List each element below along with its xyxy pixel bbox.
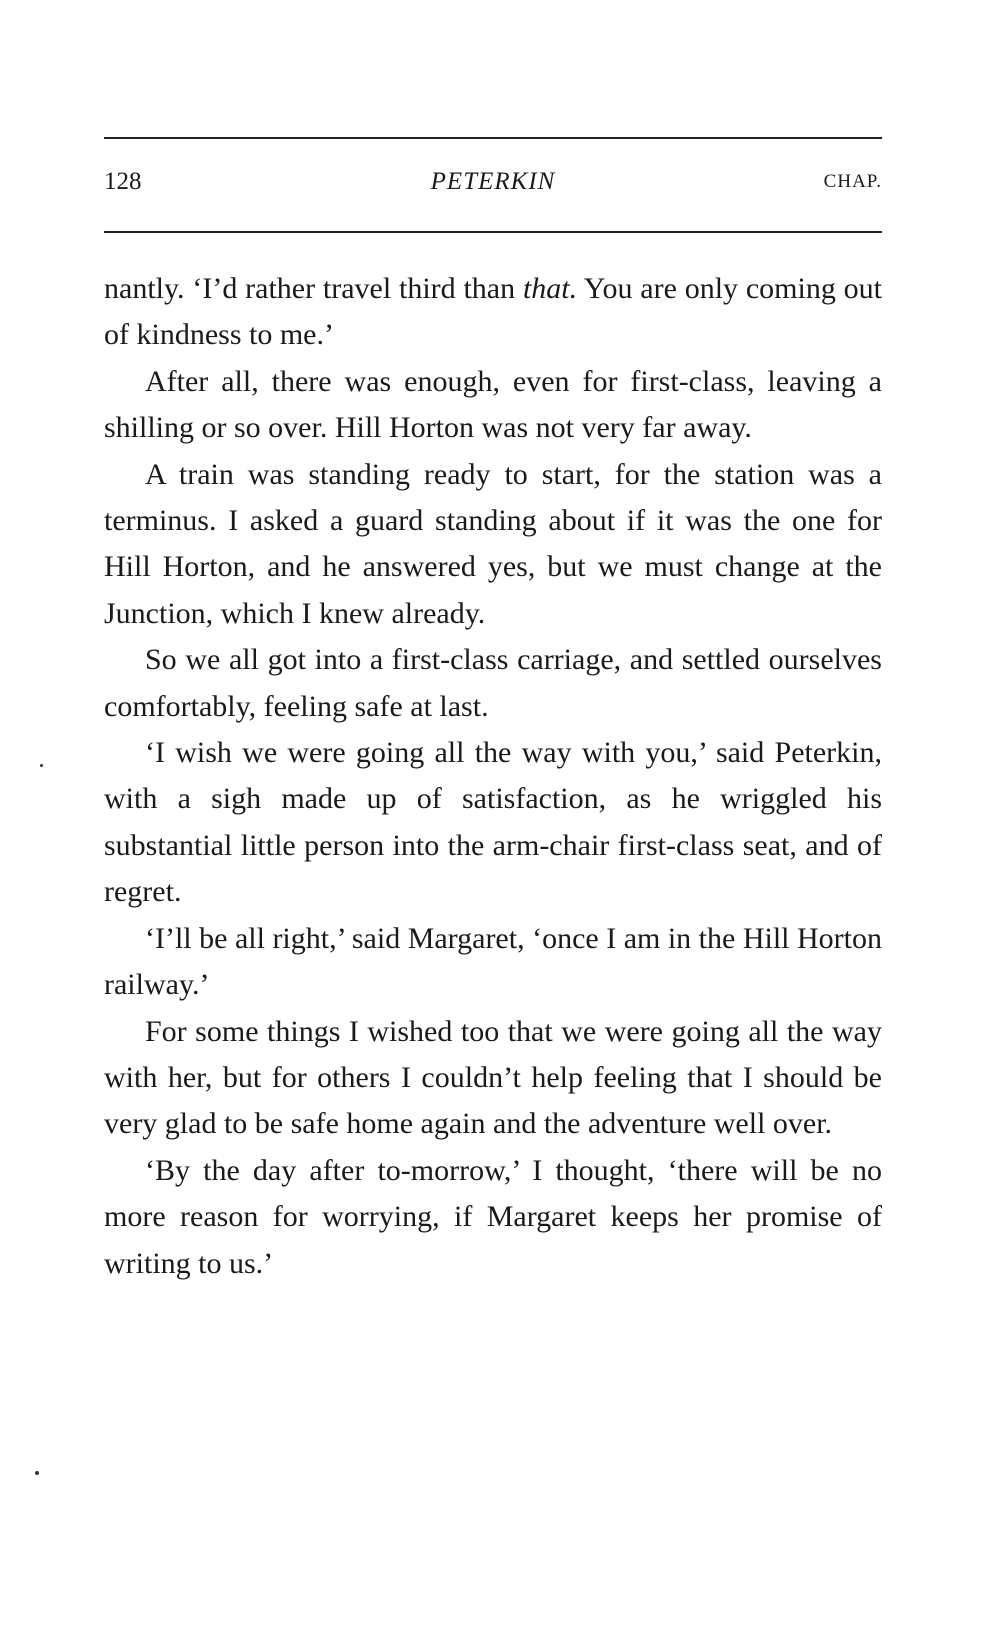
header-top-rule [104, 137, 882, 139]
body-text [104, 266, 882, 1287]
running-header [104, 168, 882, 208]
chapter-label: CHAP. [823, 171, 882, 192]
running-title: PETERKIN [430, 168, 556, 195]
paragraph-text: ‘By the day after to-morrow,’ I thought, ‘there will be no more reason for worrying, if Margaret keeps her promise of writing to us.’ [104, 1153, 882, 1280]
paragraph-text: For some things I wished too that we were going all the way with her, but for others I couldn’t help feeling that I should be very glad to be safe home again and the adventure well over. [104, 1014, 882, 1141]
paragraph-text: You are only coming out of kindness to me.’ [104, 272, 882, 352]
header-bottom-rule [104, 231, 882, 233]
emphasized-word: that. [522, 272, 578, 305]
paragraph [104, 1009, 882, 1148]
paragraph [104, 359, 882, 452]
paragraph [104, 266, 882, 359]
paragraph-text: After all, there was enough, even for first-class, leaving a shilling or so over. Hill Horton was not very far away. [104, 364, 882, 445]
paragraph [104, 916, 882, 1009]
paragraph [104, 1148, 882, 1287]
paragraph-text: So we all got into a first-class carriage, and settled ourselves comfortably, feeling safe at last. [104, 643, 882, 723]
scan-speck [35, 1471, 39, 1475]
paragraph-text: nantly. ‘I’d rather travel third than [104, 272, 523, 305]
page-number: 128 [104, 168, 142, 195]
paragraph-text: ‘I’ll be all right,’ said Margaret, ‘once I am in the Hill Horton railway.’ [104, 921, 882, 1002]
paragraph [104, 452, 882, 638]
paragraph-text: A train was standing ready to start, for the station was a terminus. I asked a guard standing about if it was the one for Hill Horton, and he answered yes, but we must change at the Junction, which I knew already. [104, 457, 882, 630]
paragraph [104, 730, 882, 916]
paragraph [104, 637, 882, 730]
scan-speck [40, 764, 43, 767]
paragraph-text: ‘I wish we were going all the way with you,’ said Peterkin, with a sigh made up of satisfaction, as he wriggled his substantial little person into the arm-chair first-class seat, and of regret. [104, 736, 882, 909]
